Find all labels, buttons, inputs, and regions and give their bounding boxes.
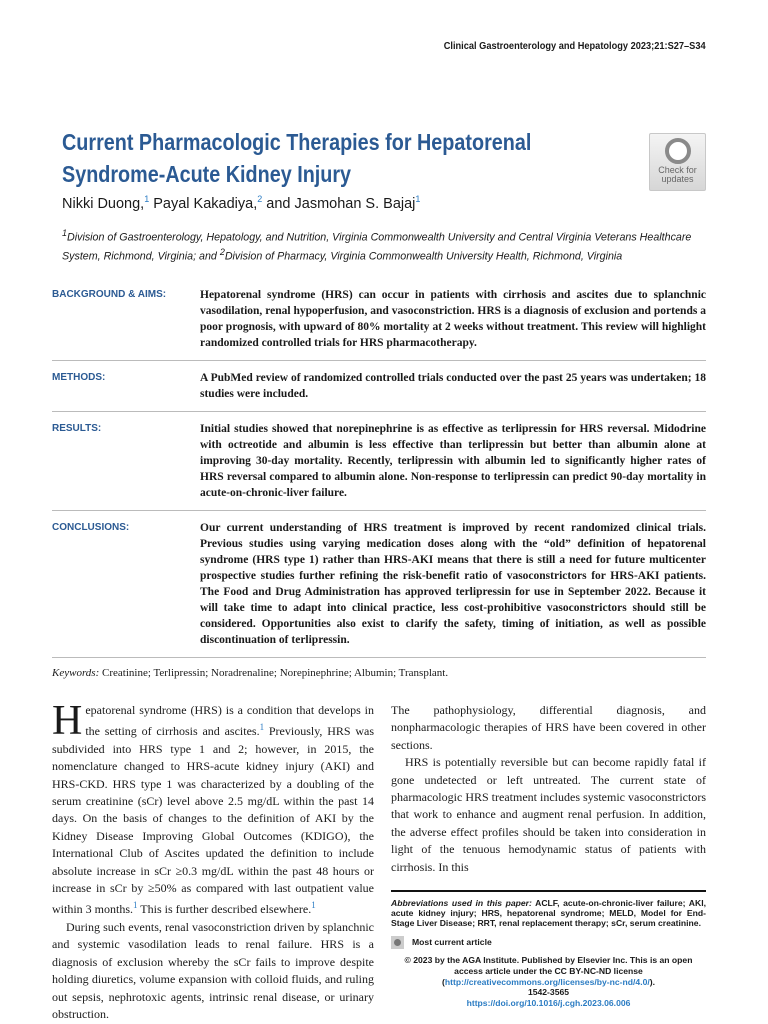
body-text: Previously, HRS was subdivided into HRS type 1 and 2; however, in 2015, the nomenclature changed to HRS-acute kidney injury (AKI) and HRS-CKD. HRS type 1 was characterized by a doubling of the serum creatinine (sCr) level above 2.5 mg/dL within the past 14 days. On the basis of changes to the definition of AKI by the Kidney Disease Improving Global Outcomes (KDIGO), the International Club of Ascites updated the definition to include absolute increase in sCr ≥0.3 mg/dL within the past 48 hours or increase in sCr by ≥50% as compared with last outpatient value within 3 months. [52,724,374,917]
affiliations [62,226,712,263]
abstract-text: Our current understanding of HRS treatment is improved by recent randomized clinical trials. Previous studies using varying medication doses along with the “old” definition of hepatorenal syndrome (HRS type 1) rather than HRS-AKI means that there is still a need for future multicenter prospective studies further refining the risk-benefit ratio of vasoconstrictors for HRS-AKI patients. The Food and Drug Administration has approved terlipressin for use in September 2022. Because it will take time to adapt into clinical practice, less cost-prohibitive vasoconstrictors should still be considered. Opportunities also exist to clarify the safety, timing of initiation, as well as possible discontinuation of terlipressin. [200,522,706,646]
abstract-text: A PubMed review of randomized controlled trials conducted over the past 25 years was undertaken; 18 studies were included. [200,372,706,400]
author-list [62,194,420,212]
affiliation-ref[interactable]: 1 [144,194,150,204]
abbreviations-footnote [391,898,706,928]
author-name: Nikki Duong, [62,195,145,212]
affiliation-text: Division of Pharmacy, Virginia Commonwealth University Health, Richmond, Virginia [224,250,623,263]
crossmark-label-2: updates [661,174,694,184]
journal-citation: Clinical Gastroenterology and Hepatology 2023;21:S27–S34 [444,40,706,52]
body-columns [52,698,706,1023]
crossmark-label-1: Check for [658,165,697,175]
abstract-results [52,412,706,511]
affiliation-number: 1 [62,228,68,238]
abstract-label: CONCLUSIONS: [52,522,130,533]
abstract-text: Initial studies showed that norepinephrine is as effective as terlipressin for HRS reversal. Midodrine with octreotide and albumin is less effective than terlipressin but better than albumin alone at improving 30-day mortality. Recently, terlipressin with albumin led to significantly higher rates of HRS reversal compared to albumin alone. Non-response to terlipressin can predict 90-day mortality in acute-on-chronic-liver failure. [200,423,706,499]
article-title: Current Pharmacologic Therapies for Hepatorenal Syndrome-Acute Kidney Injury [62,129,532,187]
body-text: This is further described elsewhere. [137,902,312,917]
body-column-right [391,702,706,1009]
check-for-updates-button[interactable] [649,133,706,191]
body-column-left [52,698,374,1023]
issn: 1542-3565 [527,987,570,998]
abstract-label: RESULTS: [52,423,102,434]
body-paragraph: The pathophysiology, differential diagnosis, and nonpharmacologic therapies of HRS have been covered in other sections. [391,703,706,752]
affiliation-number: 2 [219,246,225,257]
citation-link[interactable]: 1 [133,900,138,911]
abstract-label: METHODS: [52,372,106,383]
body-text: epatorenal syndrome (HRS) is a condition that develops in the setting of cirrhosis and ascites. [85,703,374,739]
body-paragraph: During such events, renal vasoconstriction driven by splanchnic and systemic vasodilation leads to renal failure. HRS is a diagnosis of exclusion whereby the sCr fails to improve despite holding diuretics, volume expansion with colloid fluids, and ruling out sepsis, nephrotoxic agents, intrinsic renal disease, or urinary obstruction. [52,919,374,1021]
affiliation-text: Division of Gastroenterology, Hepatology, and Nutrition, Virginia Commonwealth University and Central Virginia Veterans Healthcare System, Richmond, Virginia; and [62,231,692,263]
abstract-conclusions [52,511,706,658]
affiliation-ref[interactable]: 2 [257,194,263,204]
footnote-divider [391,890,706,892]
abbreviations-text: ACLF, acute-on-chronic-liver failure; AKI, acute kidney injury; HRS, hepatorenal syndrome; MELD, Model for End-Stage Liver Disease; RRT, renal replacement therapy; sCr, serum creatinine. [391,898,706,929]
doi-link[interactable]: https://doi.org/10.1016/j.cgh.2023.06.006 [466,998,631,1009]
abstract-background [52,282,706,361]
article-main [52,282,706,1023]
citation-link[interactable]: 1 [259,722,265,733]
most-current-article [391,936,706,949]
author-name: Payal Kakadiya, [153,195,258,212]
crossmark-icon [665,138,691,164]
keywords-text: Creatinine; Terlipressin; Noradrenaline; Norepinephrine; Albumin; Transplant. [102,667,449,679]
keywords [52,666,706,680]
abbreviations-label: Abbreviations used in this paper: [391,898,532,909]
abstract-text: Hepatorenal syndrome (HRS) can occur in patients with cirrhosis and ascites due to splanchnic vasodilation, renal hypoperfusion, and vasoconstriction. HRS is a diagnosis of exclusion and portends a poor prognosis, with upward of 80% mortality at 2 weeks without treatment. This review will highlight randomized controlled trials for HRS pharmacotherapy. [200,289,706,349]
abstract-label: BACKGROUND & AIMS: [52,289,167,300]
abstract-methods [52,361,706,412]
keywords-label: Keywords: [52,667,100,679]
body-paragraph [52,698,374,919]
copyright-text: © 2023 by the AGA Institute. Published by Elsevier Inc. This is an open access article under the CC BY-NC-ND license ( [404,955,693,987]
citation-link[interactable]: 1 [311,900,316,911]
author-name: and Jasmohan S. Bajaj [266,195,416,212]
most-current-label: Most current article [412,937,492,948]
copyright-notice [391,955,706,1009]
license-link[interactable]: http://creativecommons.org/licenses/by-nc-nd/4.0/ [444,976,650,987]
body-paragraph: HRS is potentially reversible but can become rapidly fatal if gone undetected or left untreated. The current state of pharmacologic HRS treatment includes systemic vasoconstrictors that work to enhance and augment renal perfusion. In addition, the adverse effect profiles should be taken into consideration in light of the tenuous hemodynamic status of patients with cirrhosis. In this [391,755,706,874]
copyright-text-end: ). [649,976,655,987]
most-current-icon [391,936,404,949]
affiliation-ref[interactable]: 1 [415,194,421,204]
drop-cap: H [52,698,83,744]
